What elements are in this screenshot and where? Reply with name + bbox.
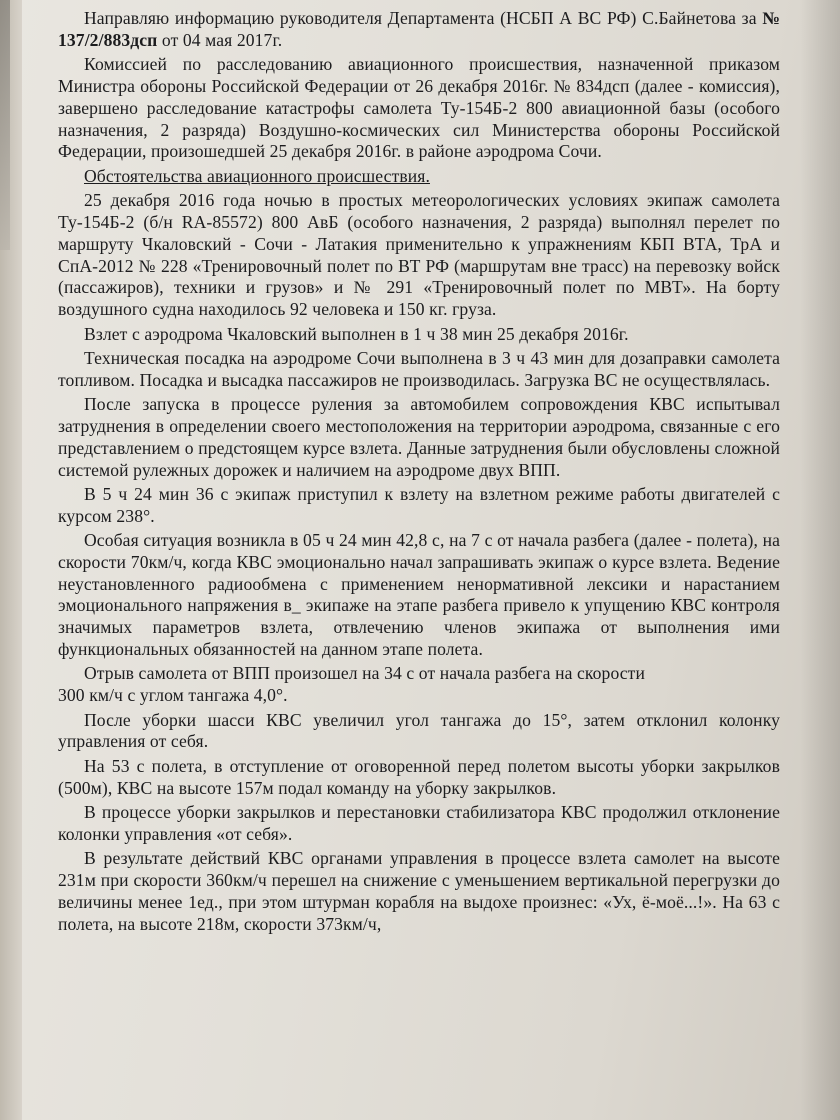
paragraph-taxiing: После запуска в процессе руления за автомобилем сопровождения КВС испытывал затруднения в определении своего местоположения на территории аэродрома, связанные с его представлением о предстоящем курсе взлета. Данные затруднения были обусловлены сложной системой рулежных дорожек и наличием на аэродроме двух ВПП. [58, 394, 780, 480]
paragraph-flight: 25 декабря 2016 года ночью в простых метеорологических условиях экипаж самолета Ту-154Б-2 (б/н RA-85572) 800 АвБ (особого назначения, 2 разряда) выполнял перелет по маршруту Чкаловский - Сочи - Латакия применительно к упражнениям КБП ВТА, ТрА и СпА-2012 № 228 «Тренировочный полет по ВТ РФ (маршрутам вне трасс) на перевозку войск (пассажиров), техники и грузов» и № 291 «Тренировочный полет по МВТ». На борту воздушного судна находилось 92 человека и 150 кг. груза. [58, 190, 780, 320]
intro-paragraph [58, 8, 780, 52]
paragraph-takeoff-chkalovsky: Взлет с аэродрома Чкаловский выполнен в 1 ч 38 мин 25 декабря 2016г. [84, 323, 629, 344]
intro-text-start: Направляю информацию руководителя Департамента (НСБП А ВС РФ) С.Байнетова за [84, 8, 763, 28]
section-heading-text: Обстоятельства авиационного происшествия. [84, 165, 430, 186]
paragraph-commission: Комиссией по расследованию авиационного происшествия, назначенной приказом Министра обороны Российской Федерации от 26 декабря 2016г. № 834дсп (далее - комиссия), завершено расследование катастрофы самолета Ту-154Б-2 800 авиационной базы (особого назначения, 2 разряда) Воздушно-космических сил Министерства обороны Российской Федерации, произошедшей 25 декабря 2016г. в районе аэродрома Сочи. [58, 54, 780, 162]
page-binding-shadow [0, 0, 10, 250]
paragraph-takeoff-start: В 5 ч 24 мин 36 с экипаж приступил к взлету на взлетном режиме работы двигателей с курсом 238°. [58, 483, 780, 526]
section-heading [58, 166, 780, 188]
paragraph-special-situation: Особая ситуация возникла в 05 ч 24 мин 42,8 с, на 7 с от начала разбега (далее - полета), на скорости 70км/ч, когда КВС эмоционально начал запрашивать экипаж о курсе взлета. Ведение неустановленного радиообмена с применением ненормативной лексики и нарастанием эмоционального напряжения в_ экипаже на этапе разбега привело к упущению КВС контроля значимых параметров взлета, отвлечению членов экипажа от выполнения ими функциональных обязанностей на данном этапе полета. [58, 530, 780, 660]
paragraph-flaps-command: На 53 с полета, в отступление от оговоренной перед полетом высоты уборки закрылков (500м), КВС на высоте 157м подал команду на уборку закрылков. [58, 755, 780, 798]
liftoff-line-2: 300 км/ч с углом тангажа 4,0°. [58, 685, 288, 706]
paragraph-liftoff [58, 663, 780, 707]
paragraph-technical-landing: Техническая посадка на аэродроме Сочи выполнена в 3 ч 43 мин для дозаправки самолета топливом. Посадка и высадка пассажиров не производилась. Загрузка ВС не осуществлялась. [58, 347, 780, 390]
document-number: № 137/2/883дсп [58, 8, 780, 50]
liftoff-line-1: Отрыв самолета от ВПП произошел на 34 с от начала разбега на скорости [84, 663, 645, 684]
document-body [58, 8, 780, 938]
page-right-shadow [800, 0, 840, 1120]
paragraph-descent: В результате действий КВС органами управления в процессе взлета самолет на высоте 231м при скорости 360км/ч перешел на снижение с уменьшением вертикальной перегрузки до величины менее 1ед., при этом штурман корабля на выдохе произнес: «Ух, ё-моё...!». На 63 с полета, на высоте 218м, скорости 373км/ч, [58, 848, 780, 934]
paragraph-flaps-retraction: В процессе уборки закрылков и перестановки стабилизатора КВС продолжил отклонение колонки управления «от себя». [58, 802, 780, 844]
intro-text-end: от 04 мая 2017г. [157, 29, 283, 50]
paragraph-gear-retraction: После уборки шасси КВС увеличил угол тангажа до 15°, затем отклонил колонку управления от себя. [58, 709, 780, 752]
